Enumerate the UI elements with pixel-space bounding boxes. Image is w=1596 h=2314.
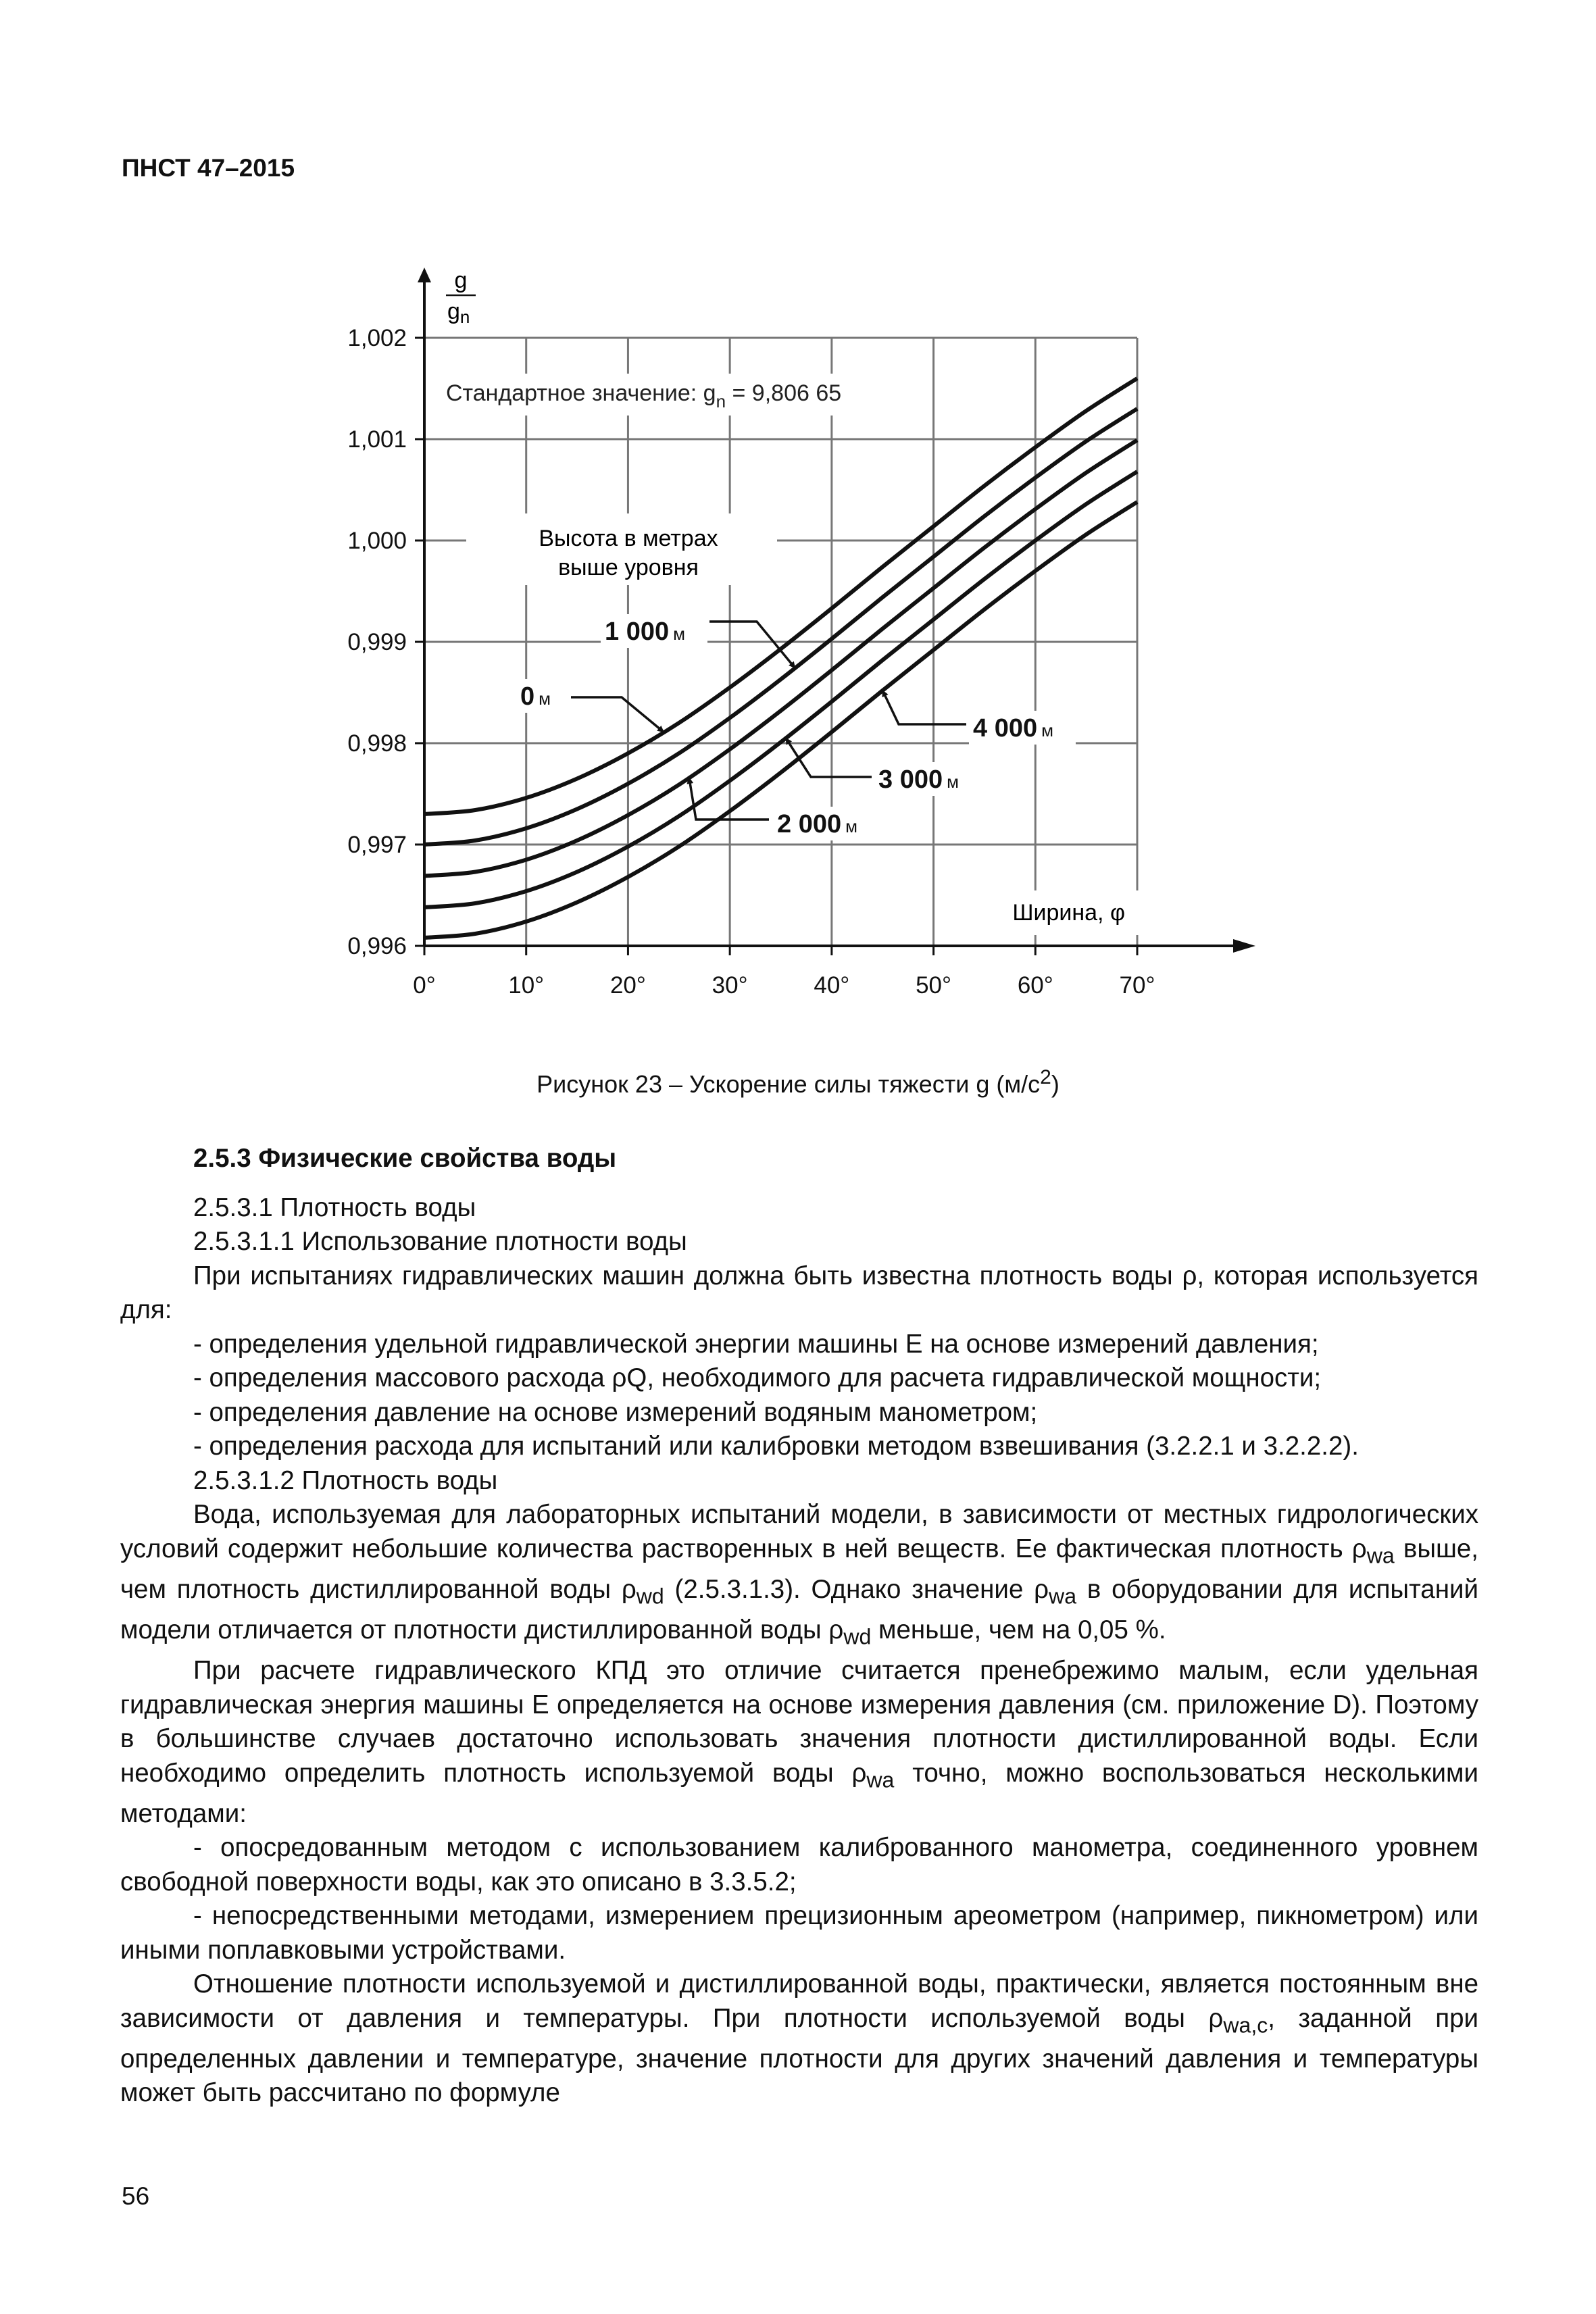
y-tick-label: 1,001 xyxy=(347,426,407,453)
bullet-item: - опосредованным методом с использованием калиброванного манометра, соединенного уровнем свободной поверхности воды, как это описано в 3.3.5.2; xyxy=(120,1833,1478,1896)
chart-series xyxy=(424,378,1137,938)
x-axis-label: Ширина, φ xyxy=(1012,900,1125,926)
section-body xyxy=(120,1142,1478,2111)
bullet-item: - определения давление на основе измерений водяным манометром; xyxy=(193,1397,1038,1427)
section-heading: 2.5.3 Физические свойства воды xyxy=(193,1144,617,1173)
y-axis-label-numerator: g xyxy=(454,268,468,293)
paragraph: Отношение плотности используемой и дистиллированной воды, практически, является постоянным вне зависимости от давления и температуры. При плотности используемой воды $\rho_{wa,c}$, заданной при определенных давлении и температуре, значение плотности для других значений давления и температуры может быть рассчитано по формуле xyxy=(120,1969,1478,2108)
altitude-label-0: 0 м xyxy=(520,682,551,711)
paragraph: При испытаниях гидравлических машин должна быть известна плотность воды ρ, которая используется для: xyxy=(120,1261,1478,1324)
y-tick-label: 0,998 xyxy=(347,730,407,757)
bullet-item: - непосредственными методами, измерением прецизионным ареометром (например, пикнометром) или иными поплавковыми устройствами. xyxy=(120,1901,1478,1965)
figure-caption: Рисунок 23 – Ускорение силы тяжести g $(м/с^2)$ xyxy=(537,1066,1059,1098)
altitude-label-4: 4 000 м xyxy=(973,714,1053,743)
subsection-title: 2.5.3.1.2 Плотность воды xyxy=(193,1465,498,1495)
altitude-label-3: 3 000 м xyxy=(878,765,959,794)
standard-value-note: Стандартное значение: $g_n = 9,806$ 65 xyxy=(446,380,842,411)
series-line-0 xyxy=(424,378,1137,814)
subsection-title: 2.5.3.1.1 Использование плотности воды xyxy=(193,1227,687,1256)
altitude-leader-0 xyxy=(571,697,664,732)
paragraph: Вода, используемая для лабораторных испытаний модели, в зависимости от местных гидрологических условий содержит небольшие количества растворенных в ней веществ. Ее фактическая плотность $\rho_{wa}$ выше, чем плотность дистиллированной воды $\rho_{wd}$ (2.5.3.1.3). Однако значение $\rho_{wa}$ в оборудовании для испытаний модели отличается от плотности дистиллированной воды $\rho_{wd}$ меньше, чем на 0,05 %. xyxy=(120,1500,1478,1649)
x-tick-label: 10° xyxy=(508,972,545,999)
altitude-title-line1: Высота в метрах xyxy=(539,526,718,551)
y-tick-label: 0,997 xyxy=(347,832,407,858)
x-tick-label: 40° xyxy=(814,972,850,999)
subsection-title: 2.5.3.1 Плотность воды xyxy=(193,1192,476,1222)
altitude-leader-4 xyxy=(882,690,966,724)
y-tick-label: 0,996 xyxy=(347,933,407,959)
series-line-1 xyxy=(424,409,1137,845)
document-id-header: ПНСТ 47–2015 xyxy=(122,154,295,182)
bullet-item: - определения удельной гидравлической энергии машины E на основе измерений давления; xyxy=(193,1329,1319,1359)
x-tick-label: 30° xyxy=(712,972,748,999)
paragraph: При расчете гидравлического КПД это отличие считается пренебрежимо малым, если удельная гидравлическая энергия машины E определяется на основе измерения давления (см. приложение D). Поэтому в большинстве случаев достаточно использовать значения плотности дистиллированной воды. Если необходимо определить плотность используемой воды $\rho_{wa}$ точно, можно воспользоваться несколькими методами: xyxy=(120,1656,1478,1828)
altitude-label-1: 1 000 м xyxy=(605,618,685,646)
altitude-title-line2: выше уровня xyxy=(558,555,699,580)
x-tick-label: 0° xyxy=(413,972,436,999)
altitude-label-2: 2 000 м xyxy=(777,810,857,838)
page-number: 56 xyxy=(122,2182,150,2210)
bullet-item: - определения массового расхода ρQ, необходимого для расчета гидравлической мощности; xyxy=(193,1363,1322,1392)
altitude-leader-1 xyxy=(709,622,795,668)
y-tick-label: 1,002 xyxy=(347,325,407,351)
y-axis-arrow xyxy=(418,268,431,282)
x-tick-label: 70° xyxy=(1119,972,1155,999)
y-tick-label: 1,000 xyxy=(347,528,407,554)
chart-annotations xyxy=(516,614,1076,840)
bullet-item: - определения расхода для испытаний или калибровки методом взвешивания (3.2.2.1 и 3.2.2.2). xyxy=(193,1432,1359,1461)
x-tick-label: 50° xyxy=(916,972,952,999)
y-axis-label-denominator: gn xyxy=(447,299,470,327)
x-tick-label: 20° xyxy=(609,972,646,999)
gravity-chart xyxy=(0,0,1596,1054)
chart-grid xyxy=(424,338,1137,946)
chart-axes xyxy=(415,268,1255,955)
x-tick-label: 60° xyxy=(1017,972,1053,999)
y-tick-label: 0,999 xyxy=(347,629,407,655)
x-axis-arrow xyxy=(1233,939,1255,953)
